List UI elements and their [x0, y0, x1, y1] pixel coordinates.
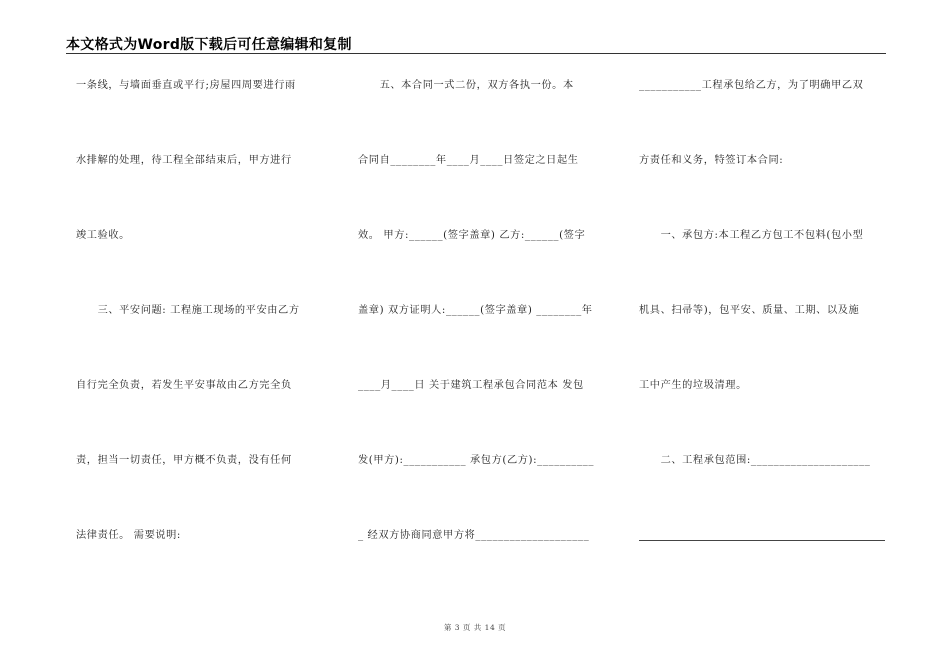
- text-line: 二、工程承包范围:_____________________: [639, 455, 871, 466]
- text-line: 一、承包方:本工程乙方包工不包料(包小型: [639, 230, 864, 241]
- text-line: 三、平安问题: 工程施工现场的平安由乙方: [76, 305, 300, 316]
- text-line: ___________工程承包给乙方，为了明确甲乙双: [639, 80, 864, 91]
- text-line: 工中产生的垃圾清理。: [639, 380, 747, 391]
- text-line: 水排解的处理，待工程全部结束后，甲方进行: [76, 155, 292, 166]
- blank-fill-line: [639, 540, 885, 541]
- text-line: 竣工验收。: [76, 230, 130, 241]
- text-line: 五、本合同一式二份，双方各执一份。本: [358, 80, 574, 91]
- text-line: 自行完全负责，若发生平安事故由乙方完全负: [76, 380, 292, 391]
- text-line: 机具、扫帚等)，包平安、质量、工期、以及施: [639, 305, 860, 316]
- text-line: _ 经双方协商同意甲方将____________________: [358, 530, 590, 541]
- text-line: 发(甲方):___________ 承包方(乙方):__________: [358, 455, 595, 466]
- text-line: 效。 甲方:______(签字盖章) 乙方:______(签字: [358, 230, 586, 241]
- text-line: 合同自________年____月____日签定之日起生: [358, 155, 579, 166]
- text-line: 盖章) 双方证明人:______(签字盖章) ________年: [358, 305, 593, 316]
- text-line: 一条线，与墙面垂直或平行;房屋四周要进行雨: [76, 80, 296, 91]
- document-header-title: 本文格式为Word版下载后可任意编辑和复制: [66, 37, 352, 53]
- text-line: 法律责任。 需要说明:: [76, 530, 181, 541]
- text-line: ____月____日 关于建筑工程承包合同范本 发包: [358, 380, 584, 391]
- text-line: 方责任和义务，特签订本合同:: [639, 155, 784, 166]
- page-number: 第 3 页 共 14 页: [443, 623, 507, 632]
- text-line: 责，担当一切责任，甲方概不负责，没有任何: [76, 455, 292, 466]
- header-divider: [66, 53, 886, 54]
